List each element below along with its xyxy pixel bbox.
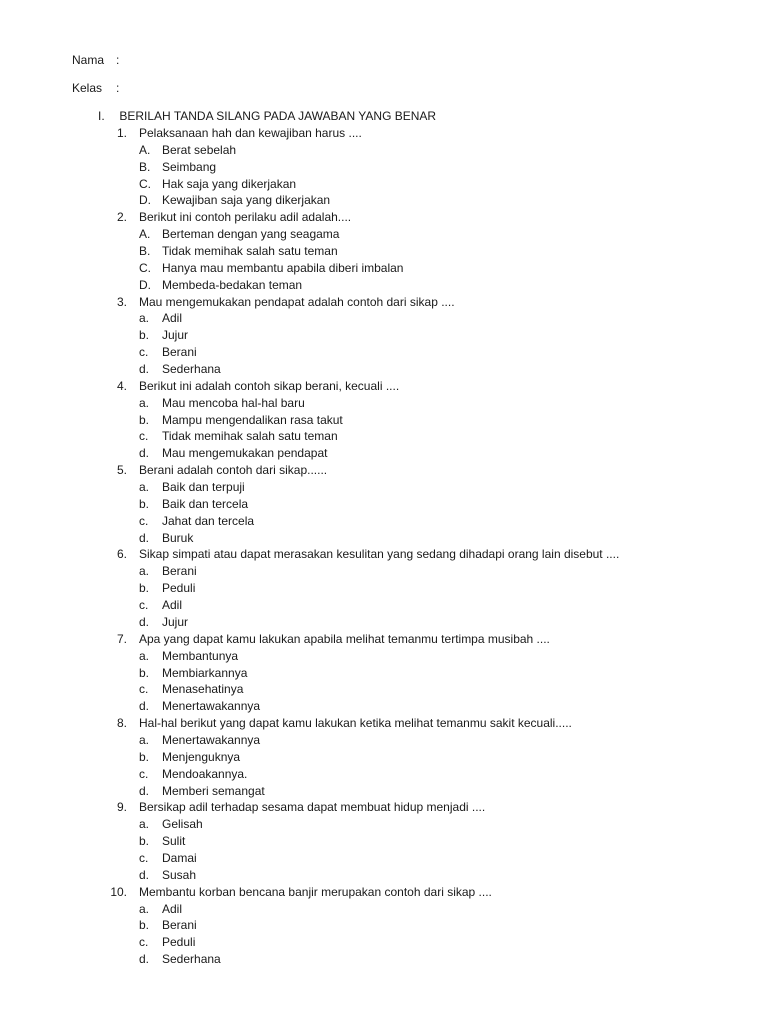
option-text: Berani (162, 345, 197, 360)
option-text: Membiarkannya (162, 665, 248, 680)
answer-option (0, 310, 768, 327)
question-text: Berani adalah contoh dari sikap...... (139, 463, 328, 478)
question-item (0, 799, 768, 816)
option-letter: a. (139, 648, 150, 663)
question-number: 4. (116, 378, 127, 393)
answer-option (0, 277, 768, 294)
option-letter: C. (139, 260, 151, 275)
option-text: Kewajiban saja yang dikerjakan (162, 193, 331, 208)
answer-option (0, 901, 768, 918)
option-letter: c. (139, 850, 149, 865)
option-text: Menasehatinya (162, 682, 244, 697)
question-text: Membantu korban bencana banjir merupakan contoh dari sikap .... (139, 884, 492, 899)
option-text: Jahat dan tercela (162, 513, 255, 528)
option-letter: d. (139, 952, 150, 967)
option-text: Adil (162, 598, 183, 613)
answer-option (0, 850, 768, 867)
name-field (72, 53, 120, 67)
option-letter: A. (139, 227, 151, 242)
option-text: Membantunya (162, 648, 239, 663)
question-item (0, 209, 768, 226)
answer-option (0, 934, 768, 951)
answer-option (0, 833, 768, 850)
option-text: Menertawakannya (162, 732, 261, 747)
option-text: Mau mencoba hal-hal baru (162, 395, 305, 410)
question-text: Pelaksanaan hah dan kewajiban harus .... (139, 126, 362, 140)
option-text: Menertawakannya (162, 699, 261, 714)
option-letter: c. (139, 429, 149, 444)
option-text: Tidak memihak salah satu teman (162, 429, 338, 444)
section-title: BERILAH TANDA SILANG PADA JAWABAN YANG BENAR (119, 109, 437, 123)
question-number: 1. (116, 126, 127, 140)
option-letter: c. (139, 598, 149, 613)
answer-option (0, 563, 768, 580)
question-item (0, 294, 768, 311)
option-letter: d. (139, 362, 150, 377)
option-letter: a. (139, 901, 150, 916)
option-text: Mau mengemukakan pendapat (162, 446, 328, 461)
question-item (0, 125, 768, 142)
option-letter: b. (139, 834, 150, 849)
answer-option (0, 816, 768, 833)
question-number: 7. (116, 631, 127, 646)
question-text: Sikap simpati atau dapat merasakan kesulitan yang sedang dihadapi orang lain disebut .... (139, 547, 620, 562)
option-text: Mendoakannya. (162, 766, 248, 781)
answer-option (0, 361, 768, 378)
option-text: Menjenguknya (162, 749, 241, 764)
option-letter: a. (139, 311, 150, 326)
option-letter: d. (139, 783, 150, 798)
option-letter: B. (139, 244, 151, 259)
question-item (0, 378, 768, 395)
option-letter: c. (139, 935, 149, 950)
answer-option (0, 783, 768, 800)
option-text: Berani (162, 918, 197, 933)
option-text: Jujur (162, 328, 189, 343)
answer-option (0, 496, 768, 513)
option-letter: c. (139, 345, 149, 360)
option-text: Buruk (162, 530, 194, 545)
question-number: 5. (116, 463, 127, 478)
option-text: Mampu mengendalikan rasa takut (162, 412, 343, 427)
option-text: Adil (162, 311, 183, 326)
section-heading (98, 109, 436, 123)
question-number: 10. (110, 884, 127, 899)
answer-option (0, 917, 768, 934)
option-letter: b. (139, 749, 150, 764)
option-text: Sederhana (162, 952, 221, 967)
class-field (72, 81, 120, 95)
answer-option (0, 530, 768, 547)
option-text: Peduli (162, 935, 196, 950)
answer-option (0, 142, 768, 159)
option-letter: D. (139, 193, 151, 208)
class-colon: : (116, 81, 120, 95)
option-letter: B. (139, 159, 151, 174)
option-letter: D. (139, 277, 151, 292)
option-letter: d. (139, 530, 150, 545)
option-letter: b. (139, 412, 150, 427)
option-letter: a. (139, 564, 150, 579)
option-letter: d. (139, 446, 150, 461)
question-item (0, 462, 768, 479)
name-label: Nama (72, 53, 105, 67)
option-text: Berat sebelah (162, 142, 237, 157)
question-number: 8. (116, 716, 127, 731)
answer-option (0, 951, 768, 968)
option-text: Membeda-bedakan teman (162, 277, 303, 292)
option-text: Tidak memihak salah satu teman (162, 244, 338, 259)
answer-option (0, 192, 768, 209)
answer-option (0, 766, 768, 783)
option-letter: d. (139, 699, 150, 714)
answer-option (0, 732, 768, 749)
answer-option (0, 344, 768, 361)
option-letter: b. (139, 496, 150, 511)
question-text: Berikut ini contoh perilaku adil adalah.... (139, 210, 352, 225)
answer-option (0, 614, 768, 631)
question-text: Apa yang dapat kamu lakukan apabila melihat temanmu tertimpa musibah .... (139, 631, 550, 646)
question-text: Mau mengemukakan pendapat adalah contoh dari sikap .... (139, 294, 455, 309)
name-colon: : (116, 53, 120, 67)
answer-option (0, 445, 768, 462)
question-item (0, 631, 768, 648)
question-item (0, 884, 768, 901)
answer-option (0, 327, 768, 344)
option-text: Hak saja yang dikerjakan (162, 176, 297, 191)
class-label: Kelas (72, 81, 103, 95)
option-text: Hanya mau membantu apabila diberi imbalan (162, 260, 404, 275)
option-letter: b. (139, 918, 150, 933)
answer-option (0, 428, 768, 445)
option-letter: a. (139, 817, 150, 832)
option-letter: d. (139, 614, 150, 629)
option-letter: a. (139, 480, 150, 495)
answer-option (0, 749, 768, 766)
question-item (0, 546, 768, 563)
answer-option (0, 665, 768, 682)
option-letter: b. (139, 581, 150, 596)
option-text: Adil (162, 901, 183, 916)
option-text: Memberi semangat (162, 783, 265, 798)
answer-option (0, 159, 768, 176)
answer-option (0, 867, 768, 884)
option-letter: c. (139, 766, 149, 781)
option-letter: c. (139, 682, 149, 697)
option-letter: b. (139, 328, 150, 343)
option-text: Berani (162, 564, 197, 579)
question-item (0, 715, 768, 732)
option-letter: C. (139, 176, 151, 191)
question-list (0, 125, 768, 968)
answer-option (0, 597, 768, 614)
option-text: Jujur (162, 614, 189, 629)
question-text: Hal-hal berikut yang dapat kamu lakukan ketika melihat temanmu sakit kecuali..... (139, 716, 572, 731)
answer-option (0, 260, 768, 277)
option-letter: A. (139, 142, 151, 157)
option-text: Gelisah (162, 817, 203, 832)
option-letter: a. (139, 732, 150, 747)
answer-option (0, 243, 768, 260)
answer-option (0, 412, 768, 429)
option-text: Sulit (162, 834, 186, 849)
option-text: Peduli (162, 581, 196, 596)
answer-option (0, 580, 768, 597)
question-number: 2. (116, 210, 127, 225)
question-text: Berikut ini adalah contoh sikap berani, kecuali .... (139, 378, 400, 393)
option-letter: d. (139, 867, 150, 882)
answer-option (0, 513, 768, 530)
question-number: 6. (116, 547, 127, 562)
answer-option (0, 681, 768, 698)
option-text: Susah (162, 867, 197, 882)
question-text: Bersikap adil terhadap sesama dapat membuat hidup menjadi .... (139, 800, 486, 815)
answer-option (0, 648, 768, 665)
option-letter: b. (139, 665, 150, 680)
question-number: 9. (116, 800, 127, 815)
answer-option (0, 479, 768, 496)
question-number: 3. (116, 294, 127, 309)
option-text: Berteman dengan yang seagama (162, 227, 340, 242)
option-text: Baik dan terpuji (162, 480, 245, 495)
option-letter: a. (139, 395, 150, 410)
answer-option (0, 395, 768, 412)
option-text: Damai (162, 850, 197, 865)
option-letter: c. (139, 513, 149, 528)
answer-option (0, 176, 768, 193)
answer-option (0, 698, 768, 715)
option-text: Baik dan tercela (162, 496, 249, 511)
answer-option (0, 226, 768, 243)
option-text: Sederhana (162, 362, 221, 377)
option-text: Seimbang (162, 159, 217, 174)
section-number: I. (98, 109, 105, 123)
